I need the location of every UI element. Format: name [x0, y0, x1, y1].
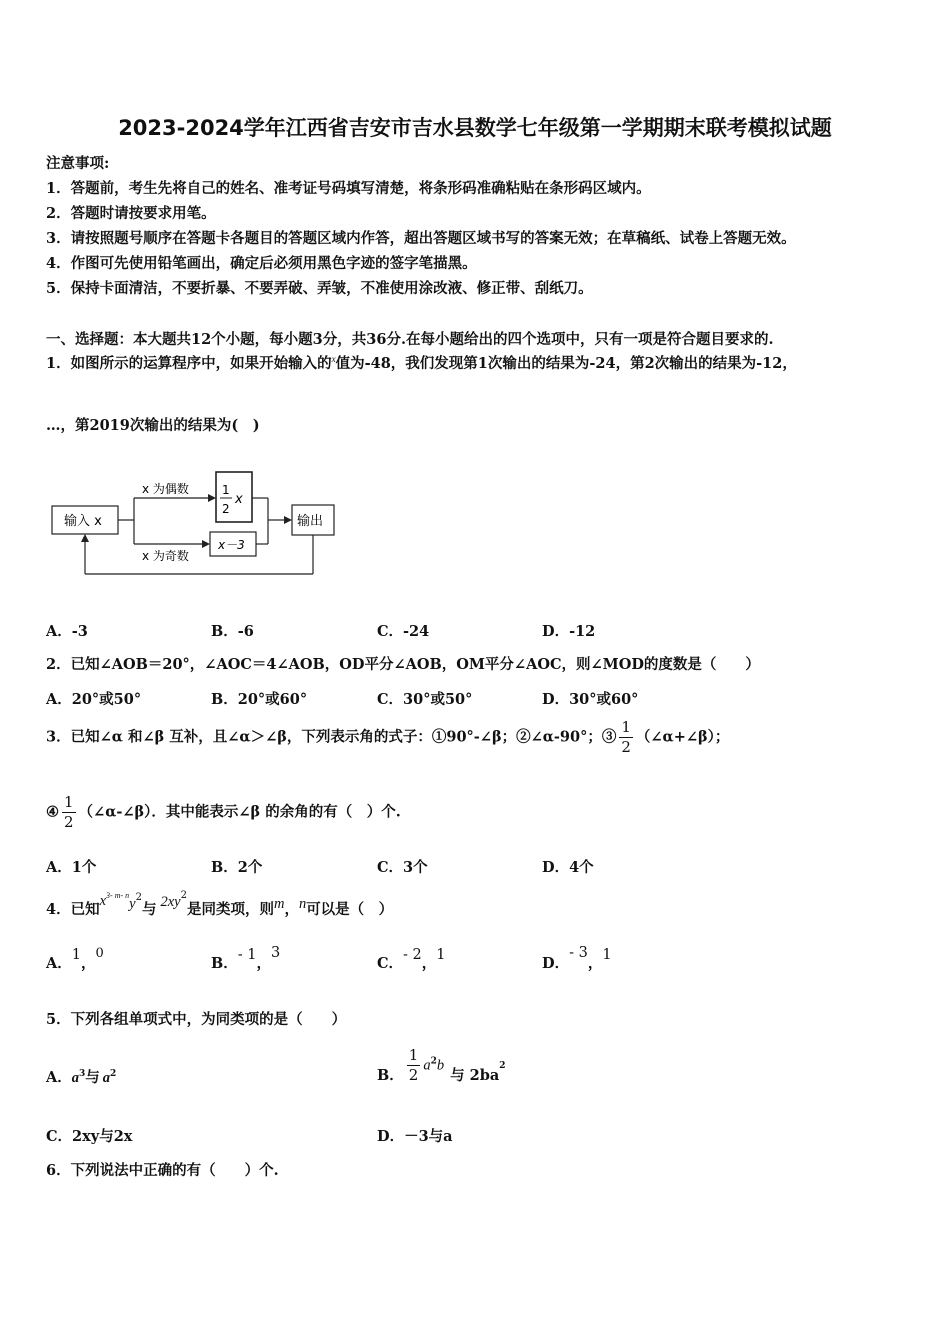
q3-fraction-4: $\frac{1}{2}$ [64, 793, 74, 831]
flow-half-den: 2 [222, 502, 230, 516]
q4-end: 可以是（ ） [306, 901, 394, 918]
q2-option-b[interactable]: B．20°或60° [211, 691, 308, 708]
q4-option-a[interactable]: A．1，0 [46, 946, 104, 972]
flow-output-label: 输出 [297, 514, 324, 529]
flow-input-label: 输入 x [64, 514, 102, 529]
q5-option-b[interactable]: B． $\frac{1}{2}$ $a^2b$与 $2ba^2$ [377, 1046, 506, 1084]
q5-option-c[interactable]: C．2xy与2x [46, 1128, 133, 1145]
q2-option-a[interactable]: A．20°或50° [46, 691, 142, 708]
q4-m: m [273, 896, 285, 912]
q1-var: x [331, 354, 336, 365]
q4-prefix: 4．已知 [46, 901, 100, 918]
q5-option-d[interactable]: D．－3与a [377, 1128, 453, 1145]
flow-even-label: x 为偶数 [142, 482, 189, 496]
q4-option-d[interactable]: D．- 3，1 [542, 945, 612, 972]
notice-item-3: 3．请按照题号顺序在答题卡各题目的答题区域内作答，超出答题区域书写的答案无效；在草稿纸、试卷上答题无效。 [46, 230, 796, 247]
q3-part1: 3．已知∠α 和∠β 互补，且∠α＞∠β，下列表示角的式子：①90°-∠β；②∠α-90°；③ [46, 728, 617, 746]
q4-comma: ， [284, 901, 299, 918]
question-2-stem: 2．已知∠AOB＝20°，∠AOC＝4∠AOB，OD平分∠AOB，OM平分∠AOC，则∠MOD的度数是（ ） [46, 656, 760, 673]
section-heading: 一、选择题：本大题共12个小题，每小题3分，共36分.在每小题给出的四个选项中，只有一项是符合题目要求的. [46, 331, 774, 348]
question-1-stem [46, 352, 797, 373]
q1-option-a[interactable]: A．-3 [46, 623, 88, 640]
q1-option-c[interactable]: C．-24 [377, 623, 430, 640]
q4-option-b[interactable]: B．- 1，3 [211, 945, 281, 972]
q2-option-c[interactable]: C．30°或50° [377, 691, 473, 708]
q5-fraction: $\frac{1}{2}$ [408, 1046, 419, 1084]
question-3-stem-line2 [46, 795, 401, 830]
q4-term2: 2xy [160, 894, 181, 910]
notice-item-2: 2．答题时请按要求用笔。 [46, 205, 216, 222]
q4-term1-exp: 3- m- n [106, 891, 130, 900]
notice-heading: 注意事项: [46, 155, 110, 172]
q4-term1-yexp: 2 [135, 892, 142, 903]
q4-n: n [298, 896, 307, 912]
q4-term1-y: y [129, 896, 136, 912]
q2-option-d[interactable]: D．30°或60° [542, 691, 639, 708]
flow-odd-label: x 为奇数 [142, 549, 189, 563]
q3-item-4-marker: ④ [46, 803, 59, 821]
flow-minus-label: x－3 [218, 538, 245, 552]
flowchart [46, 470, 346, 582]
q1-part2: 值为-48，我们发现第1次输出的结果为-24，第2次输出的结果为-12， [335, 355, 797, 372]
q1-option-d[interactable]: D．-12 [542, 623, 596, 640]
question-3-stem [46, 720, 729, 755]
question-5-stem: 5．下列各组单项式中，为同类项的是（ ） [46, 1011, 347, 1028]
q3-option-c[interactable]: C．3个 [377, 859, 428, 876]
q4-term1-base: x [99, 893, 107, 909]
q3-option-d[interactable]: D．4个 [542, 859, 594, 876]
q4-option-c[interactable]: C．- 2，1 [377, 947, 446, 972]
notice-item-5: 5．保持卡面清洁，不要折暴、不要弄破、弄皱，不准使用涂改液、修正带、刮纸刀。 [46, 280, 593, 297]
q4-suffix: 是同类项，则 [186, 901, 274, 918]
flow-half-num: 1 [222, 483, 230, 497]
q4-mid: 与 [141, 901, 157, 918]
page-title: 2023-2024学年江西省吉安市吉水县数学七年级第一学期期末联考模拟试题 [118, 116, 832, 140]
q3-part2: （∠α+∠β）； [635, 728, 730, 746]
q3-option-a[interactable]: A．1个 [46, 859, 97, 876]
q4-term2-exp: 2 [180, 890, 187, 901]
question-1-stem-line2: …，第2019次输出的结果为( ) [46, 417, 260, 434]
question-4-stem [46, 890, 394, 919]
notice-item-1: 1．答题前，考生先将自己的姓名、准考证号码填写清楚，将条形码准确粘贴在条形码区域内。 [46, 180, 651, 197]
q3-line2-rest: （∠α-∠β）．其中能表示∠β 的余角的有（ ）个. [78, 803, 401, 821]
notice-item-4: 4．作图可先使用铅笔画出，确定后必须用黑色字迹的签字笔描黑。 [46, 255, 477, 272]
question-6-stem: 6．下列说法中正确的有（ ）个. [46, 1162, 279, 1179]
flow-half-var: x [235, 492, 243, 507]
q3-option-b[interactable]: B．2个 [211, 859, 263, 876]
q3-fraction-3: $\frac{1}{2}$ [621, 718, 631, 756]
q1-option-b[interactable]: B．-6 [211, 623, 254, 640]
q5-option-a[interactable]: A．$a^3$与 $a^2$ [46, 1069, 117, 1086]
q1-part1: 1．如图所示的运算程序中，如果开始输入的 [46, 355, 332, 372]
